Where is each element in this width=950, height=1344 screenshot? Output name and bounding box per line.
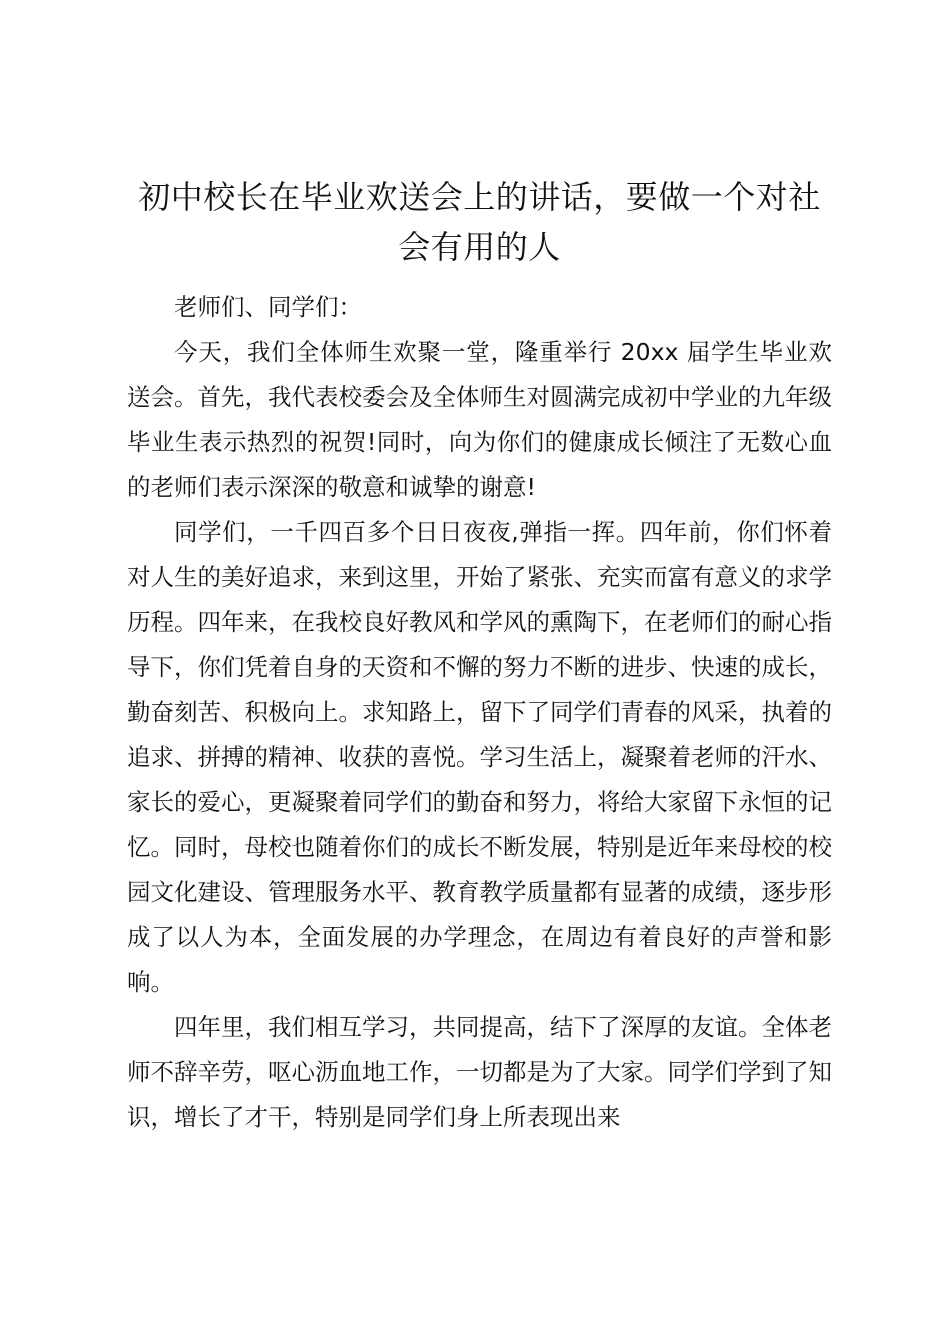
paragraph-opening: 今天，我们全体师生欢聚一堂，隆重举行 20xx 届学生毕业欢送会。首先，我代表校委会及全体师生对圆满完成初中学业的九年级毕业生表示热烈的祝贺!同时，向为你们的健康成长倾注了无数心血的老师们表示深深的敬意和诚挚的谢意!: [127, 338, 832, 501]
salutation: 老师们、同学们：: [174, 293, 362, 321]
paragraph-friendship: 四年里，我们相互学习，共同提高，结下了深厚的友谊。全体老师不辞辛劳，呕心沥血地工作，一切都是为了大家。同学们学到了知识，增长了才干，特别是同学们身上所表现出来: [127, 1013, 832, 1131]
paragraph-four-years: 同学们，一千四百多个日日夜夜,弹指一挥。四年前，你们怀着对人生的美好追求，来到这里，开始了紧张、充实而富有意义的求学历程。四年来，在我校良好教风和学风的熏陶下，在老师们的耐心指导下，你们凭着自身的天资和不懈的努力不断的进步、快速的成长，勤奋刻苦、积极向上。求知路上，留下了同学们青春的风采，执着的追求、拼搏的精神、收获的喜悦。学习生活上，凝聚着老师的汗水、家长的爱心，更凝聚着同学们的勤奋和努力，将给大家留下永恒的记忆。同时，母校也随着你们的成长不断发展，特别是近年来母校的校园文化建设、管理服务水平、教育教学质量都有显著的成绩，逐步形成了以人为本，全面发展的办学理念，在周边有着良好的声誉和影响。: [127, 518, 832, 996]
document-body: [127, 172, 832, 1140]
document-title: 初中校长在毕业欢送会上的讲话，要做一个对社会有用的人: [138, 178, 821, 266]
